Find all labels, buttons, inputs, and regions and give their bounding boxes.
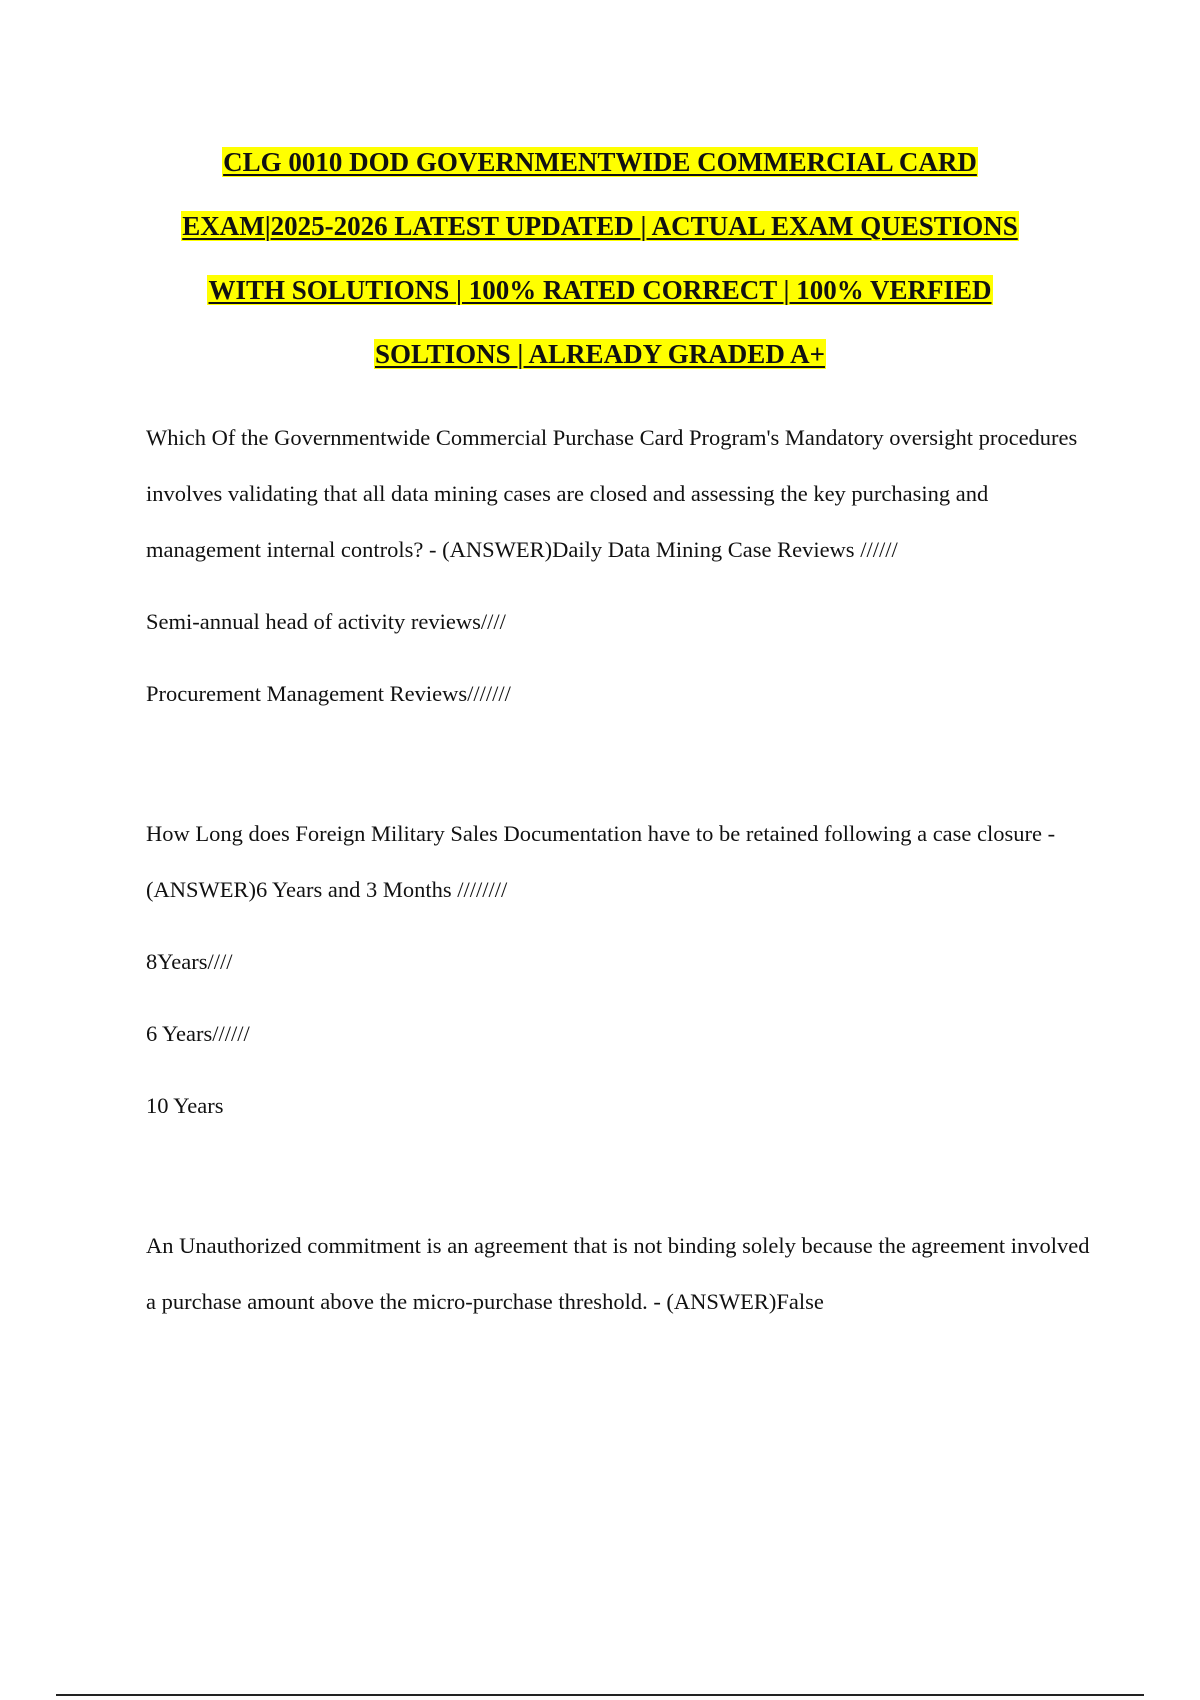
title-line-text: WITH SOLUTIONS | 100% RATED CORRECT | 100% VERFIED bbox=[208, 275, 992, 305]
document-title bbox=[0, 140, 1200, 396]
question-text: Which Of the Governmentwide Commercial Purchase Card Program's Mandatory oversight procedures involves validating that all data mining cases are closed and assessing the key purchasing and management internal controls? - (ANSWER)Daily Data Mining Case Reviews ////// bbox=[146, 425, 1078, 562]
title-line bbox=[0, 140, 1200, 204]
title-line bbox=[0, 268, 1200, 332]
answer-option: 10 Years bbox=[146, 1093, 224, 1118]
title-line-text: SOLTIONS | ALREADY GRADED A+ bbox=[375, 339, 825, 369]
answer-option: 8Years//// bbox=[146, 949, 233, 974]
answer-option: Semi-annual head of activity reviews//// bbox=[146, 609, 506, 634]
answer-option: 6 Years////// bbox=[146, 1021, 250, 1046]
title-line-text: EXAM|2025-2026 LATEST UPDATED | ACTUAL EXAM QUESTIONS bbox=[182, 211, 1018, 241]
question-list bbox=[146, 410, 1096, 1330]
title-line-text: CLG 0010 DOD GOVERNMENTWIDE COMMERCIAL CARD bbox=[223, 147, 977, 177]
question-text: An Unauthorized commitment is an agreement that is not binding solely because the agreement involved a purchase amount above the micro-purchase threshold. - (ANSWER)False bbox=[146, 1233, 1090, 1314]
footer-divider bbox=[56, 1694, 1144, 1696]
question-text: How Long does Foreign Military Sales Documentation have to be retained following a case closure - (ANSWER)6 Years and 3 Months //////// bbox=[146, 821, 1056, 902]
title-line bbox=[0, 332, 1200, 396]
answer-option: Procurement Management Reviews/////// bbox=[146, 681, 511, 706]
title-line bbox=[0, 204, 1200, 268]
